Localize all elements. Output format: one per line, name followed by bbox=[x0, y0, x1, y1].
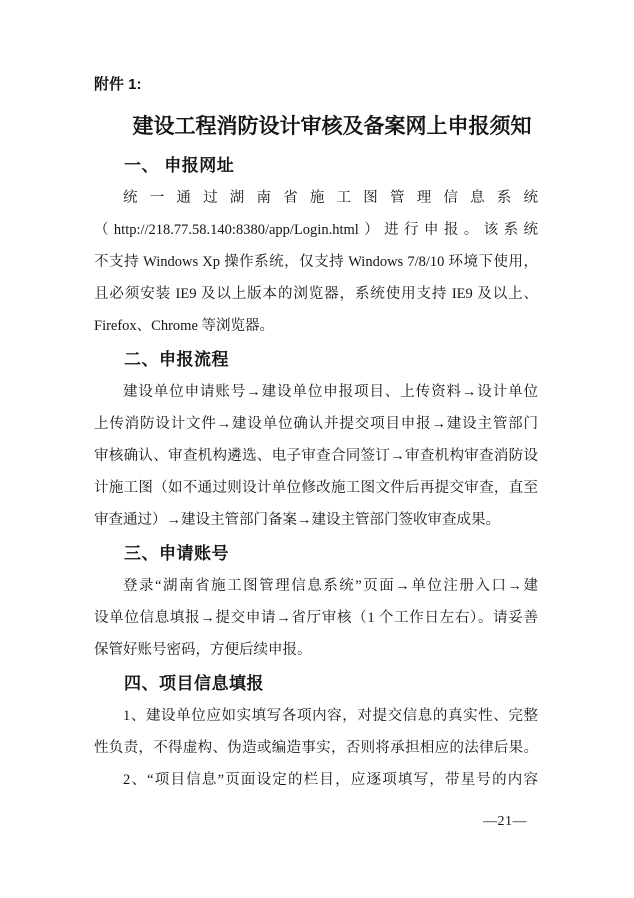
text-line: 1、建设单位应如实填写各项内容，对提交信息的真实性、完整 bbox=[123, 708, 538, 724]
section bbox=[94, 344, 538, 536]
text-line: 不支持 Windows Xp 操作系统，仅支持 Windows 7/8/10 环境下使用， bbox=[94, 254, 538, 270]
text-line: 审查通过）→建设主管部门备案→建设主管部门签收审查成果。 bbox=[94, 512, 500, 528]
section-heading: 四、项目信息填报 bbox=[124, 674, 264, 693]
text-line: 2、“项目信息”页面设定的栏目，应逐项填写，带星号的内容 bbox=[123, 772, 538, 788]
text-line: （http://218.77.58.140:8380/app/Login.html）进行申报。该系统 bbox=[94, 222, 538, 238]
text-line: 登录“湖南省施工图管理信息系统”页面→单位注册入口→建 bbox=[123, 578, 538, 594]
text-line: 性负责，不得虚构、伪造或编造事实，否则将承担相应的法律后果。 bbox=[94, 740, 538, 756]
text-line: 保管好账号密码，方便后续申报。 bbox=[94, 642, 312, 658]
section bbox=[94, 668, 538, 796]
text-line: 审核确认、审查机构遴选、电子审查合同签订→审查机构审查消防设 bbox=[94, 448, 538, 464]
section-heading: 三、申请账号 bbox=[124, 544, 229, 563]
section-heading: 二、申报流程 bbox=[124, 350, 229, 369]
text-line: 上传消防设计文件→建设单位确认并提交项目申报→建设主管部门 bbox=[94, 416, 538, 432]
text-line: 且必须安装 IE9 及以上版本的浏览器，系统使用支持 IE9 及以上、 bbox=[94, 286, 538, 302]
section bbox=[94, 150, 538, 342]
text-line: 统一通过湖南省施工图管理信息系统 bbox=[123, 190, 538, 206]
text-line: Firefox、Chrome 等浏览器。 bbox=[94, 318, 275, 334]
section bbox=[94, 538, 538, 666]
document-body bbox=[94, 70, 538, 796]
sections-container bbox=[94, 150, 538, 796]
text-line: 设单位信息填报→提交申请→省厅审核（1 个工作日左右）。请妥善 bbox=[94, 610, 538, 626]
document-title: 建设工程消防设计审核及备案网上申报须知 bbox=[132, 115, 532, 138]
attachment-label: 附件 1: bbox=[94, 76, 142, 93]
text-line: 建设单位申请账号→建设单位申报项目、上传资料→设计单位 bbox=[123, 384, 538, 400]
page-number: —21— bbox=[483, 814, 527, 829]
text-line: 计施工图（如不通过则设计单位修改施工图文件后再提交审查，直至 bbox=[94, 480, 538, 496]
section-heading: 一、 申报网址 bbox=[124, 156, 235, 175]
